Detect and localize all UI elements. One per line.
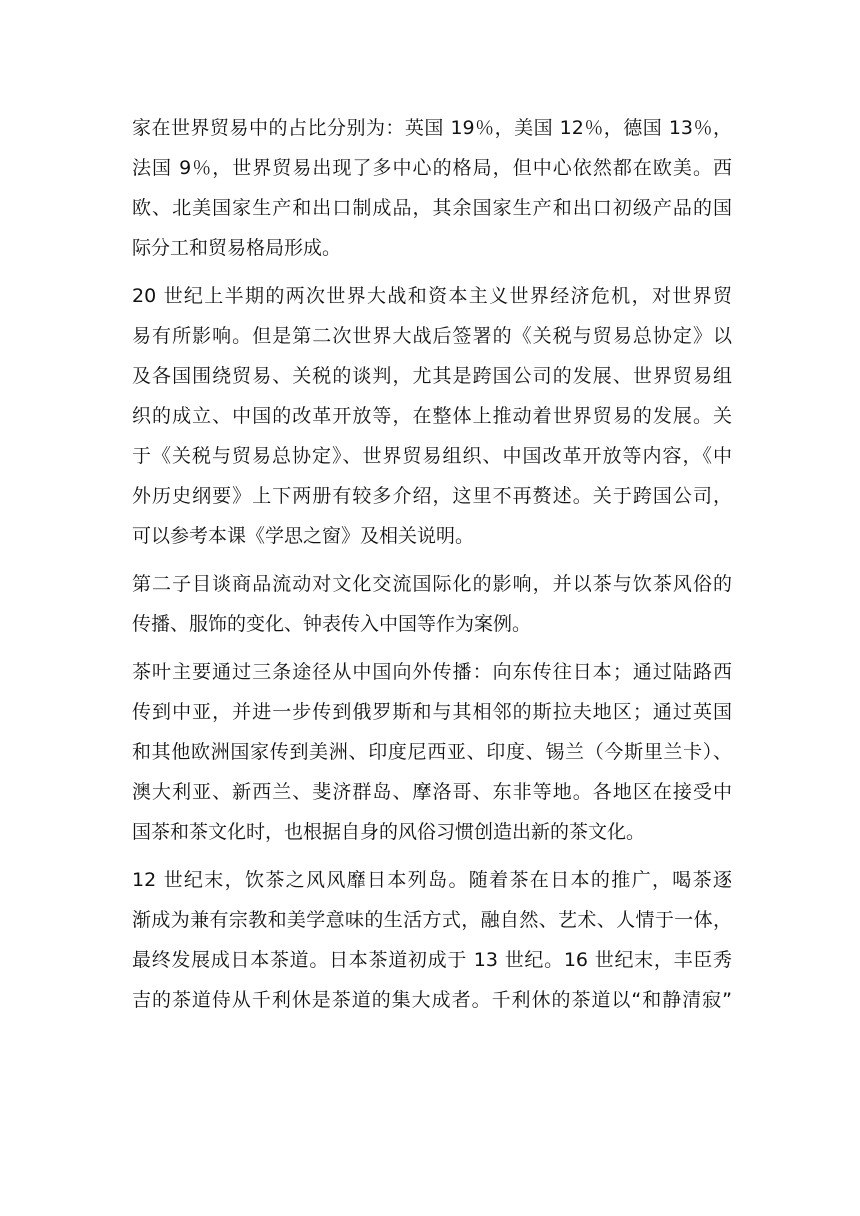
paragraph-4 xyxy=(132,652,732,852)
text-line: 际分工和贸易格局形成。 xyxy=(132,237,342,259)
text-line: 欧、北美国家生产和出口制成品，其余国家生产和出口初级产品的国 xyxy=(132,197,732,219)
paragraph-2 xyxy=(132,276,732,556)
text-line: 易有所影响。但是第二次世界大战后签署的《关税与贸易总协定》以 xyxy=(132,325,732,347)
text-line: 传到中亚，并进一步传到俄罗斯和与其相邻的斯拉夫地区；通过英国 xyxy=(132,701,732,723)
text-line: 于《关税与贸易总协定》、世界贸易组织、中国改革开放等内容，《中 xyxy=(132,445,732,467)
text-line: 传播、服饰的变化、钟表传入中国等作为案例。 xyxy=(132,613,532,635)
text-line: 和其他欧洲国家传到美洲、印度尼西亚、印度、锡兰（今斯里兰卡）、 xyxy=(132,741,732,763)
text-line: 吉的茶道侍从千利休是茶道的集大成者。千利休的茶道以“和静清寂” xyxy=(132,989,732,1011)
text-line: 家在世界贸易中的占比分别为：英国 19％，美国 12％，德国 13％， xyxy=(132,117,732,139)
text-line: 织的成立、中国的改革开放等，在整体上推动着世界贸易的发展。关 xyxy=(132,405,732,427)
document-body xyxy=(132,108,732,1028)
paragraph-1 xyxy=(132,108,732,268)
text-line: 国茶和茶文化时，也根据自身的风俗习惯创造出新的茶文化。 xyxy=(132,821,646,843)
text-line: 外历史纲要》上下两册有较多介绍，这里不再赘述。关于跨国公司， xyxy=(132,485,732,507)
paragraph-3 xyxy=(132,564,732,644)
text-line: 可以参考本课《学思之窗》及相关说明。 xyxy=(132,525,475,547)
text-line: 澳大利亚、新西兰、斐济群岛、摩洛哥、东非等地。各地区在接受中 xyxy=(132,781,732,803)
text-line: 最终发展成日本茶道。日本茶道初成于 13 世纪。16 世纪末，丰臣秀 xyxy=(132,949,732,971)
text-line: 第二子目谈商品流动对文化交流国际化的影响，并以茶与饮茶风俗的 xyxy=(132,573,732,595)
text-line: 法国 9％，世界贸易出现了多中心的格局，但中心依然都在欧美。西 xyxy=(132,157,732,179)
text-line: 渐成为兼有宗教和美学意味的生活方式，融自然、艺术、人情于一体， xyxy=(132,909,732,931)
text-line: 及各国围绕贸易、关税的谈判，尤其是跨国公司的发展、世界贸易组 xyxy=(132,365,732,387)
paragraph-5 xyxy=(132,860,732,1020)
text-line: 20 世纪上半期的两次世界大战和资本主义世界经济危机，对世界贸 xyxy=(132,285,732,307)
text-line: 茶叶主要通过三条途径从中国向外传播：向东传往日本；通过陆路西 xyxy=(132,661,732,683)
text-line: 12 世纪末，饮茶之风风靡日本列岛。随着茶在日本的推广，喝茶逐 xyxy=(132,869,732,891)
